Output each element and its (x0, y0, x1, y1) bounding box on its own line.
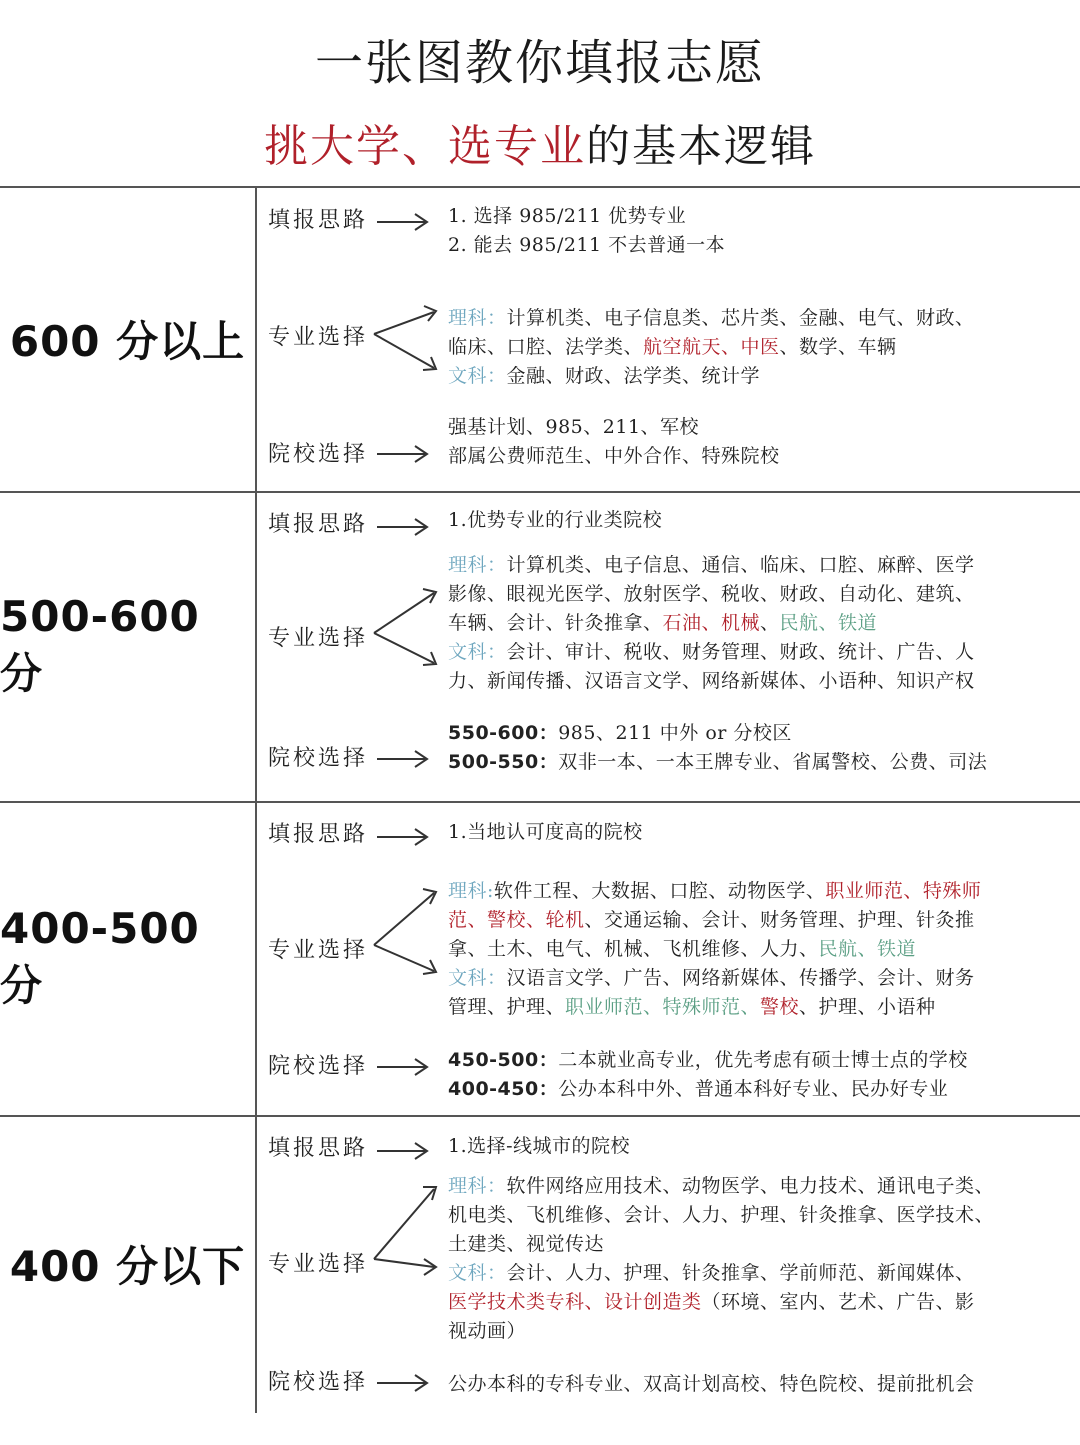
score-subrange: 400-450： (448, 1078, 559, 1100)
major-text: 、 (760, 612, 780, 634)
arts-label: 文科： (448, 1262, 507, 1284)
school-line: 强基计划、985、211、军校 (448, 416, 700, 438)
school-line (448, 1045, 968, 1072)
fork-arrow-icon (370, 298, 446, 378)
major-label: 专业选择 (268, 1252, 369, 1277)
school-line: 公办本科的专科专业、双高计划高校、特色院校、提前批机会 (448, 1373, 975, 1395)
science-majors-line: 影像、眼视光医学、放射医学、税收、财政、自动化、建筑、 (448, 583, 975, 605)
major-label: 专业选择 (268, 626, 369, 651)
arts-majors-line (448, 637, 975, 664)
page-subtitle (0, 110, 1080, 174)
major-text: （环境、室内、艺术、广告、影 (701, 1291, 975, 1313)
score-range: 500-600 分 (0, 491, 257, 801)
section-400-500 (0, 801, 1080, 1117)
arts-majors-line (448, 963, 975, 990)
fork-arrow-icon (370, 881, 446, 981)
major-text: 管理、护理、 (448, 996, 566, 1018)
science-label: 理科： (448, 1175, 507, 1197)
strategy-line: 1.当地认可度高的院校 (448, 821, 643, 843)
major-text: 金融、财政、法学类、统计学 (506, 365, 761, 387)
right-arrow-icon (375, 515, 431, 539)
highlighted-majors: 航空航天、中医 (643, 336, 780, 358)
major-text: 软件工程、大数据、口腔、动物医学、 (493, 880, 826, 902)
arts-majors-line: 力、新闻传播、汉语言文学、网络新媒体、小语种、知识产权 (448, 670, 975, 692)
arts-majors-line (448, 992, 936, 1019)
highlighted-majors: 医学技术类专科、设计创造类 (448, 1291, 702, 1313)
major-text: 拿、土木、电气、机械、飞机维修、人力、 (448, 938, 819, 960)
arts-label: 文科： (448, 967, 507, 989)
strategy-label: 填报思路 (268, 822, 369, 847)
major-text: 、数学、车辆 (779, 336, 897, 358)
major-text: 汉语言文学、广告、网络新媒体、传播学、会计、财务 (506, 967, 975, 989)
major-text: 会计、审计、税收、财务管理、财政、统计、广告、人 (506, 641, 975, 663)
highlighted-majors: 警校 (760, 996, 800, 1018)
science-majors-line (448, 934, 916, 961)
school-line (448, 718, 792, 745)
school-line (448, 1074, 948, 1101)
highlighted-majors: 职业师范、特殊师范、 (565, 996, 761, 1018)
right-arrow-icon (375, 1139, 431, 1163)
major-text: 车辆、会计、针灸推拿、 (448, 612, 663, 634)
score-subrange: 500-550： (448, 751, 559, 773)
score-range: 400-500 分 (0, 801, 257, 1115)
science-majors-line (448, 1171, 994, 1198)
score-subrange: 450-500： (448, 1049, 559, 1071)
highlighted-majors: 民航、铁道 (779, 612, 878, 634)
science-label: 理科: (448, 880, 494, 902)
strategy-label: 填报思路 (268, 512, 369, 537)
strategy-label: 填报思路 (268, 1136, 369, 1161)
arts-majors-line: 视动画） (448, 1320, 527, 1342)
major-label: 专业选择 (268, 325, 369, 350)
right-arrow-icon (375, 1371, 431, 1395)
arts-majors-line (448, 1287, 975, 1314)
school-label: 院校选择 (268, 442, 369, 467)
right-arrow-icon (375, 747, 431, 771)
page-title: 一张图教你填报志愿 (314, 35, 765, 91)
major-text: 计算机类、电子信息类、芯片类、金融、电气、财政、 (506, 307, 975, 329)
science-majors-line (448, 608, 877, 635)
science-majors-line: 土建类、视觉传达 (448, 1233, 605, 1255)
subtitle-highlight: 挑大学、选专业 (264, 121, 586, 172)
science-majors-line (448, 550, 975, 577)
major-text: 计算机类、电子信息、通信、临床、口腔、麻醉、医学 (506, 554, 975, 576)
major-text: 软件网络应用技术、动物医学、电力技术、通讯电子类、 (506, 1175, 995, 1197)
arts-majors-line (448, 361, 760, 388)
right-arrow-icon (375, 210, 431, 234)
school-text: 二本就业高专业，优先考虑有硕士博士点的学校 (558, 1049, 968, 1071)
score-range: 400 分以下 (0, 1115, 257, 1413)
major-text: 、交通运输、会计、财务管理、护理、针灸推 (584, 909, 975, 931)
major-text: 会计、人力、护理、针灸推拿、学前师范、新闻媒体、 (506, 1262, 975, 1284)
highlighted-majors: 石油、机械 (662, 612, 761, 634)
arts-label: 文科： (448, 365, 507, 387)
school-line: 部属公费师范生、中外合作、特殊院校 (448, 445, 780, 467)
school-text: 985、211 中外 or 分校区 (558, 722, 792, 744)
highlighted-majors: 范、警校、轮机 (448, 909, 585, 931)
section-500-600 (0, 491, 1080, 803)
major-label: 专业选择 (268, 938, 369, 963)
header (0, 0, 1080, 188)
arts-label: 文科： (448, 641, 507, 663)
major-text: 临床、口腔、法学类、 (448, 336, 644, 358)
highlighted-majors: 职业师范、特殊师 (825, 880, 982, 902)
arts-majors-line (448, 1258, 975, 1285)
science-majors-line (448, 303, 975, 330)
section-600-plus (0, 186, 1080, 493)
science-label: 理科： (448, 307, 507, 329)
science-label: 理科： (448, 554, 507, 576)
subtitle-rest: 的基本逻辑 (586, 121, 816, 172)
strategy-line: 1.优势专业的行业类院校 (448, 509, 663, 531)
school-label: 院校选择 (268, 1370, 369, 1395)
fork-arrow-icon (370, 1179, 446, 1279)
school-line (448, 747, 987, 774)
score-range: 600 分以上 (0, 186, 257, 491)
fork-arrow-icon (370, 581, 446, 673)
right-arrow-icon (375, 1055, 431, 1079)
score-subrange: 550-600： (448, 722, 559, 744)
school-text: 公办本科中外、普通本科好专业、民办好专业 (558, 1078, 949, 1100)
school-label: 院校选择 (268, 1054, 369, 1079)
section-below-400 (0, 1115, 1080, 1413)
school-label: 院校选择 (268, 746, 369, 771)
science-majors-line (448, 905, 975, 932)
highlighted-majors: 民航、铁道 (818, 938, 917, 960)
strategy-line: 1.选择-线城市的院校 (448, 1135, 631, 1157)
strategy-line: 1. 选择 985/211 优势专业 (448, 205, 687, 227)
school-text: 双非一本、一本王牌专业、省属警校、公费、司法 (558, 751, 988, 773)
right-arrow-icon (375, 442, 431, 466)
science-majors-line (448, 876, 981, 903)
major-text: 、护理、小语种 (799, 996, 936, 1018)
right-arrow-icon (375, 825, 431, 849)
science-majors-line: 机电类、飞机维修、会计、人力、护理、针灸推拿、医学技术、 (448, 1204, 995, 1226)
strategy-line: 2. 能去 985/211 不去普通一本 (448, 234, 726, 256)
strategy-label: 填报思路 (268, 208, 369, 233)
science-majors-line (448, 332, 897, 359)
